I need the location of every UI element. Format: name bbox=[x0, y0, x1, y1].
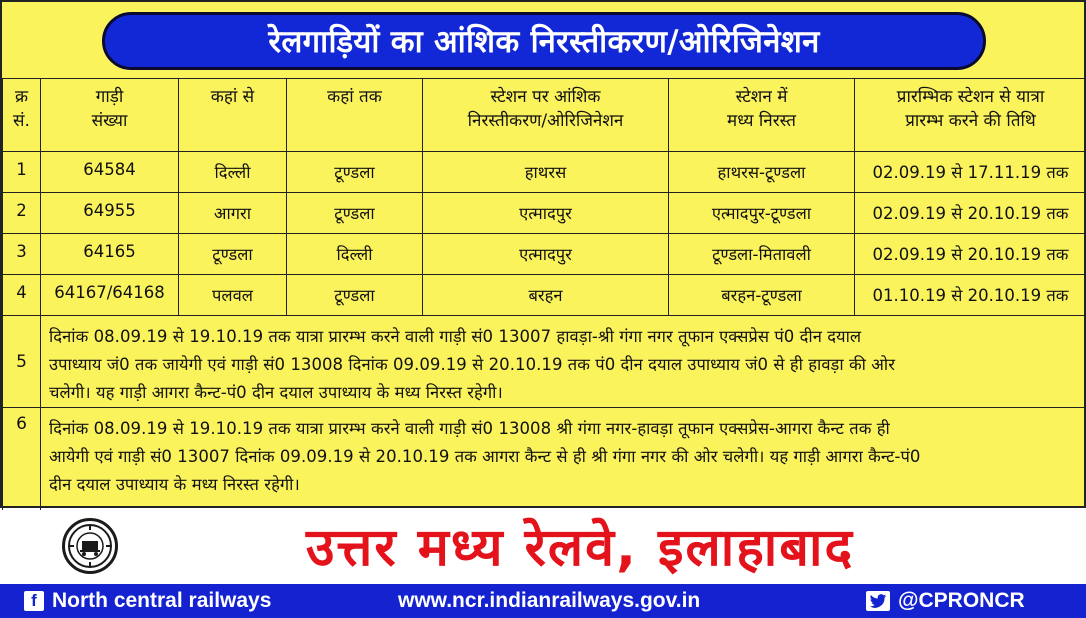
header-train-number bbox=[41, 79, 179, 152]
row-between: टूण्डला-मितावली bbox=[669, 234, 855, 275]
row-from: पलवल bbox=[179, 275, 287, 316]
row-from: आगरा bbox=[179, 193, 287, 234]
header-train-line2: संख्या bbox=[91, 111, 128, 131]
facebook-icon: f bbox=[24, 591, 44, 611]
note-sn: 6 bbox=[3, 408, 41, 512]
header-date-line1: प्रारम्भिक स्टेशन से यात्रा bbox=[896, 87, 1045, 107]
header-train-line1: गाड़ी bbox=[95, 87, 124, 107]
note-row bbox=[3, 408, 1086, 512]
table-row bbox=[3, 234, 1086, 275]
header-between-line1: स्टेशन में bbox=[735, 87, 788, 107]
note-line: दिनांक 08.09.19 से 19.10.19 तक यात्रा प्रारम्भ करने वाली गाड़ी सं0 13008 श्री गंगा नगर-हावड़ा तूफान एक्सप्रेस-आगरा कैन्ट तक ही bbox=[49, 419, 890, 438]
notice-title: रेलगाड़ियों का आंशिक निरस्तीकरण/ओरिजिनेशन bbox=[102, 12, 986, 70]
row-dates: 02.09.19 से 20.10.19 तक bbox=[855, 234, 1086, 275]
footer-bar bbox=[0, 584, 1086, 618]
row-to: दिल्ली bbox=[287, 234, 423, 275]
row-station: एत्मादपुर bbox=[423, 234, 669, 275]
facebook-link[interactable] bbox=[24, 588, 271, 614]
table-row bbox=[3, 152, 1086, 193]
twitter-link[interactable] bbox=[866, 588, 1025, 614]
header-between-line2: मध्य निरस्त bbox=[727, 111, 796, 131]
row-train-number: 64955 bbox=[41, 193, 179, 234]
website-link[interactable] bbox=[398, 588, 700, 614]
row-station: एत्मादपुर bbox=[423, 193, 669, 234]
train-table bbox=[2, 78, 1086, 512]
row-dates: 02.09.19 से 20.10.19 तक bbox=[855, 193, 1086, 234]
organization-name: उत्तर मध्य रेलवे, इलाहाबाद bbox=[305, 517, 855, 578]
row-between: हाथरस-टूण्डला bbox=[669, 152, 855, 193]
row-train-number: 64584 bbox=[41, 152, 179, 193]
header-sn bbox=[3, 79, 41, 152]
header-from: कहां से bbox=[179, 79, 287, 152]
row-to: टूण्डला bbox=[287, 152, 423, 193]
note-line: चलेगी। यह गाड़ी आगरा कैन्ट-पं0 दीन दयाल उपाध्याय के मध्य निरस्त रहेगी। bbox=[49, 383, 503, 402]
row-from: टूण्डला bbox=[179, 234, 287, 275]
twitter-icon bbox=[866, 591, 890, 611]
note-line: दीन दयाल उपाध्याय के मध्य निरस्त रहेगी। bbox=[49, 475, 300, 494]
facebook-label: North central railways bbox=[52, 589, 272, 612]
org-banner bbox=[0, 510, 1086, 582]
row-sn: 2 bbox=[3, 193, 41, 234]
indian-railways-logo-icon bbox=[62, 518, 118, 574]
note-text bbox=[41, 408, 1086, 512]
header-date-line2: प्रारम्भ करने की तिथि bbox=[905, 111, 1036, 131]
row-train-number: 64167/64168 bbox=[41, 275, 179, 316]
header-between bbox=[669, 79, 855, 152]
table-header-row bbox=[3, 79, 1086, 152]
note-line: दिनांक 08.09.19 से 19.10.19 तक यात्रा प्रारम्भ करने वाली गाड़ी सं0 13007 हावड़ा-श्री गंगा नगर तूफान एक्सप्रेस पं0 दीन दयाल bbox=[49, 327, 862, 346]
row-train-number: 64165 bbox=[41, 234, 179, 275]
header-sn-line2: सं. bbox=[13, 111, 30, 131]
header-date bbox=[855, 79, 1086, 152]
table-row bbox=[3, 275, 1086, 316]
note-line: उपाध्याय जं0 तक जायेगी एवं गाड़ी सं0 13008 दिनांक 09.09.19 से 20.10.19 तक पं0 दीन दयाल उपाध्याय जं0 से ही हावड़ा की ओर bbox=[49, 355, 896, 374]
row-sn: 1 bbox=[3, 152, 41, 193]
row-from: दिल्ली bbox=[179, 152, 287, 193]
row-station: बरहन bbox=[423, 275, 669, 316]
note-sn: 5 bbox=[3, 316, 41, 408]
row-sn: 3 bbox=[3, 234, 41, 275]
note-row bbox=[3, 316, 1086, 408]
table-row bbox=[3, 193, 1086, 234]
row-dates: 01.10.19 से 20.10.19 तक bbox=[855, 275, 1086, 316]
website-label: www.ncr.indianrailways.gov.in bbox=[398, 589, 701, 612]
header-station-line2: निरस्तीकरण/ओरिजिनेशन bbox=[467, 111, 624, 131]
twitter-label: @CPRONCR bbox=[898, 589, 1025, 612]
row-to: टूण्डला bbox=[287, 275, 423, 316]
row-sn: 4 bbox=[3, 275, 41, 316]
note-text bbox=[41, 316, 1086, 408]
note-line: आयेगी एवं गाड़ी सं0 13007 दिनांक 09.09.19 से 20.10.19 तक आगरा कैन्ट से ही श्री गंगा नगर की ओर चलेगी। यह गाड़ी आगरा कैन्ट-पं0 bbox=[49, 447, 921, 466]
row-between: एत्मादपुर-टूण्डला bbox=[669, 193, 855, 234]
header-station bbox=[423, 79, 669, 152]
row-station: हाथरस bbox=[423, 152, 669, 193]
header-station-line1: स्टेशन पर आंशिक bbox=[490, 87, 601, 107]
row-dates: 02.09.19 से 17.11.19 तक bbox=[855, 152, 1086, 193]
row-between: बरहन-टूण्डला bbox=[669, 275, 855, 316]
row-to: टूण्डला bbox=[287, 193, 423, 234]
header-to: कहां तक bbox=[287, 79, 423, 152]
header-sn-line1: क्र bbox=[14, 87, 29, 107]
